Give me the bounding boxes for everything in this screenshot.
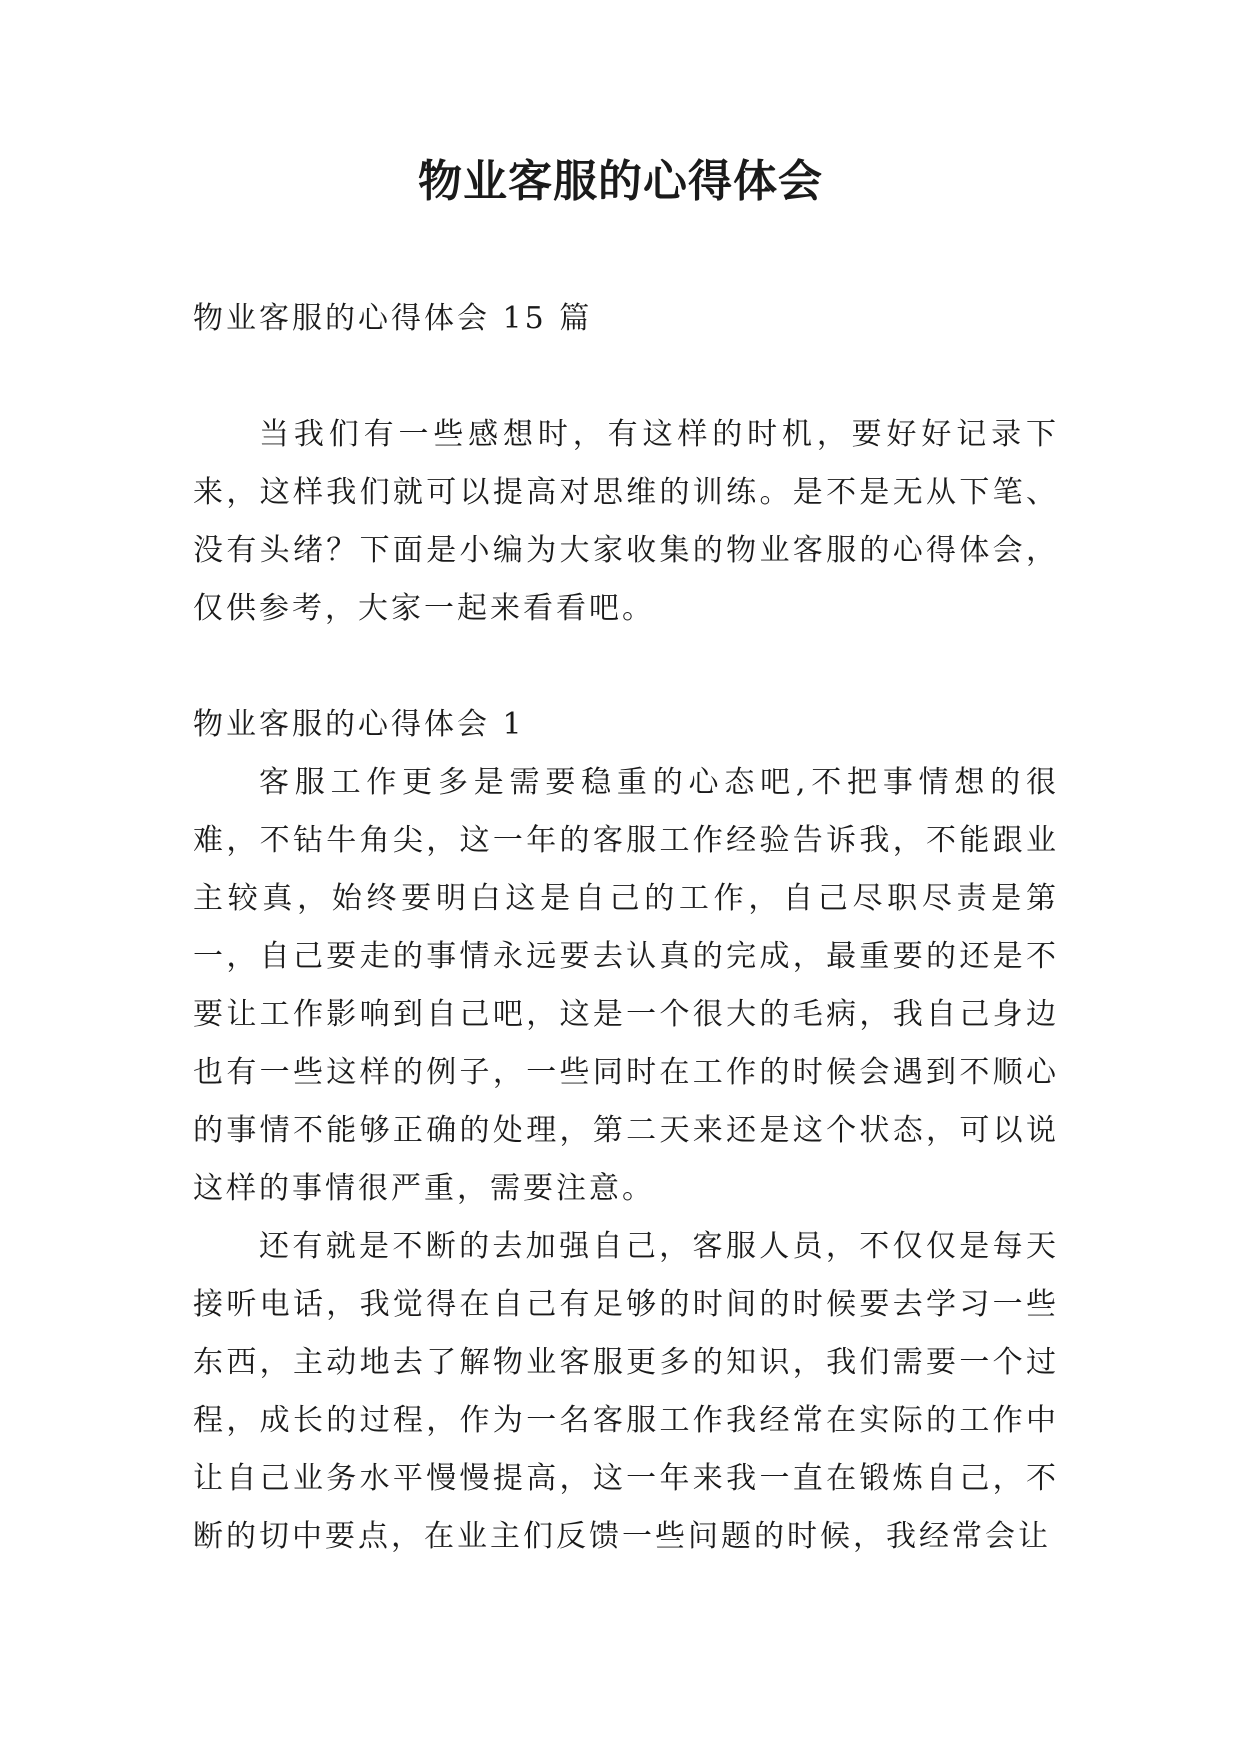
section-1-heading: 物业客服的心得体会 1 — [193, 707, 525, 742]
intro-paragraph: 当我们有一些感想时，有这样的时机，要好好记录下来，这样我们就可以提高对思维的训练。是不是无从下笔、没有头绪？下面是小编为大家收集的物业客服的心得体会，仅供参考，大家一起来看看吧。 — [193, 417, 1059, 626]
section-1-paragraph-2: 还有就是不断的去加强自己，客服人员，不仅仅是每天接听电话，我觉得在自己有足够的时间的时候要去学习一些东西，主动地去了解物业客服更多的知识，我们需要一个过程，成长的过程，作为一名客服工作我经常在实际的工作中让自己业务水平慢慢提高，这一年来我一直在锻炼自己，不断的切中要点，在业主们反馈一些问题的时候，我经常会让 — [193, 1229, 1059, 1554]
section-1-paragraph-1: 客服工作更多是需要稳重的心态吧,不把事情想的很难，不钻牛角尖，这一年的客服工作经验告诉我，不能跟业主较真，始终要明白这是自己的工作，自己尽职尽责是第一，自己要走的事情永远要去认真的完成，最重要的还是不要让工作影响到自己吧，这是一个很大的毛病，我自己身边也有一些这样的例子，一些同时在工作的时候会遇到不顺心的事情不能够正确的处理，第二天来还是这个状态，可以说这样的事情很严重，需要注意。 — [193, 765, 1059, 1206]
document-title: 物业客服的心得体会 — [418, 156, 823, 207]
document-subtitle: 物业客服的心得体会 15 篇 — [193, 301, 593, 336]
